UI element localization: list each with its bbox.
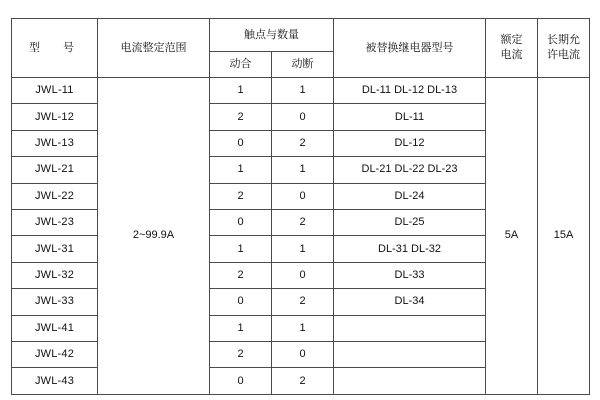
cell-break: 1 [272,236,334,262]
cell-break: 2 [272,209,334,235]
relay-spec-table [11,18,590,395]
cell-break: 1 [272,157,334,183]
cell-model: JWL-32 [12,262,98,288]
cell-replaced: DL-31 DL-32 [334,236,486,262]
cell-make: 1 [210,315,272,341]
header-rated-current-line1: 额定 [500,34,523,47]
cell-make: 0 [210,130,272,156]
header-long-term-line2: 许电流 [547,49,580,61]
cell-replaced [334,315,486,341]
cell-replaced: DL-34 [334,289,486,315]
cell-make: 2 [210,104,272,130]
cell-replaced [334,368,486,394]
cell-model: JWL-13 [12,130,98,156]
cell-make: 1 [210,236,272,262]
cell-replaced: DL-33 [334,262,486,288]
cell-make: 0 [210,209,272,235]
table-body [12,78,590,395]
cell-model: JWL-21 [12,157,98,183]
cell-model: JWL-31 [12,236,98,262]
cell-replaced [334,341,486,367]
cell-make: 1 [210,78,272,104]
cell-make: 2 [210,341,272,367]
header-rated-current [486,19,538,78]
cell-break: 0 [272,104,334,130]
cell-model: JWL-43 [12,368,98,394]
cell-break: 1 [272,315,334,341]
cell-break: 0 [272,262,334,288]
header-replaced-model: 被替换继电器型号 [334,19,486,78]
header-row-top [12,19,590,52]
cell-make: 0 [210,368,272,394]
header-rated-current-line2: 电流 [500,49,523,61]
cell-model: JWL-41 [12,315,98,341]
cell-replaced: DL-11 [334,104,486,130]
cell-break: 2 [272,130,334,156]
cell-replaced: DL-24 [334,183,486,209]
cell-replaced: DL-25 [334,209,486,235]
cell-current-range: 2~99.9A [98,78,210,395]
header-make-contacts: 动合 [210,52,272,78]
cell-model: JWL-33 [12,289,98,315]
cell-rated-current: 5A [486,78,538,395]
cell-long-term-current: 15A [538,78,590,395]
header-long-term-line1: 长期允 [547,34,580,47]
cell-make: 1 [210,157,272,183]
cell-replaced: DL-21 DL-22 DL-23 [334,157,486,183]
table-header [12,19,590,78]
cell-replaced: DL-12 [334,130,486,156]
table-row [12,78,590,104]
cell-model: JWL-23 [12,209,98,235]
cell-break: 2 [272,368,334,394]
cell-make: 2 [210,262,272,288]
header-contacts-group: 触点与数量 [210,19,334,52]
cell-model: JWL-22 [12,183,98,209]
header-break-contacts: 动断 [272,52,334,78]
cell-break: 0 [272,183,334,209]
cell-model: JWL-12 [12,104,98,130]
cell-make: 2 [210,183,272,209]
cell-break: 1 [272,78,334,104]
cell-break: 0 [272,341,334,367]
header-model: 型 号 [12,19,98,78]
cell-break: 2 [272,289,334,315]
header-current-range: 电流整定范围 [98,19,210,78]
cell-model: JWL-42 [12,341,98,367]
header-long-term-current [538,19,590,78]
cell-model: JWL-11 [12,78,98,104]
cell-replaced: DL-11 DL-12 DL-13 [334,78,486,104]
cell-make: 0 [210,289,272,315]
